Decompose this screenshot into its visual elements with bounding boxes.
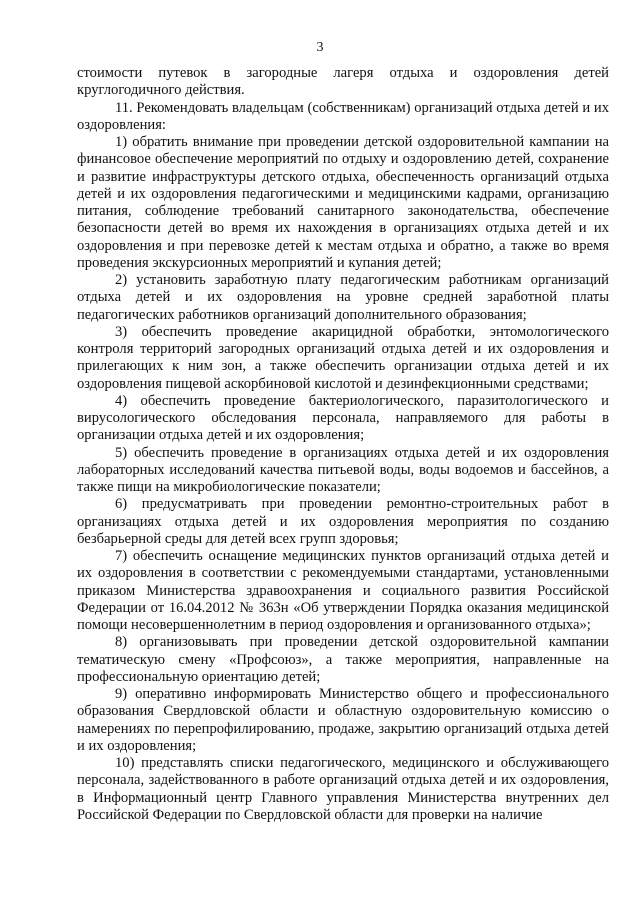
paragraph-item-11: 11. Рекомендовать владельцам (собственникам) организаций отдыха детей и их оздоровления: (77, 99, 609, 133)
paragraph-subitem-4: 4) обеспечить проведение бактериологического, паразитологического и вирусологического обследования персонала, направляемого для работы в организации отдыха детей и их оздоровления; (77, 392, 609, 444)
paragraph-subitem-3: 3) обеспечить проведение акарицидной обработки, энтомологического контроля территорий загородных организаций отдыха детей и их оздоровления и прилегающих к ним зон, а также обеспечить организации отдыха детей и их оздоровления пищевой аскорбиновой кислотой и дезинфекционными средствами; (77, 323, 609, 392)
paragraph-subitem-2: 2) установить заработную плату педагогическим работникам организаций отдыха детей и их оздоровления на уровне средней заработной платы педагогических работников организаций дополнительного образования; (77, 272, 609, 323)
paragraph-subitem-8: 8) организовывать при проведении детской оздоровительной кампании тематическую смену «Профсоюз», а также мероприятия, направленные на профессиональную ориентацию детей; (77, 634, 609, 685)
paragraph-subitem-9: 9) оперативно информировать Министерство общего и профессионального образования Свердловской области и областную оздоровительную комиссию о намерениях по перепрофилированию, продаже, закрытию организаций отдыха детей и их оздоровления; (77, 686, 609, 754)
paragraph-continuation: стоимости путевок в загородные лагеря отдыха и оздоровления детей круглогодичного действия. (77, 65, 609, 99)
paragraph-subitem-10: 10) представлять списки педагогического, медицинского и обслуживающего персонала, задействованного в работе организаций отдыха детей и их оздоровления, в Информационный центр Главного управления Министерства внутренних дел Российской Федерации по Свердловской области для проверки на наличие (77, 755, 609, 823)
paragraph-subitem-1: 1) обратить внимание при проведении детской оздоровительной кампании на финансовое обеспечение мероприятий по отдыху и оздоровлению детей, сохранение и развитие инфраструктуры детского отдыха, обеспеченность организаций отдыха детей и их оздоровления педагогическими и медицинскими кадрами, организацию питания, соблюдение требований санитарного законодательства, обеспечение безопасности детей во время их нахождения в организациях отдыха детей и их оздоровления и при перевозке детей к местам отдыха и обратно, а также во время проведения экскурсионных мероприятий и купания детей; (77, 134, 609, 271)
paragraph-subitem-6: 6) предусматривать при проведении ремонтно-строительных работ в организациях отдыха детей и их оздоровления мероприятия по созданию безбарьерной среды для детей всех групп здоровья; (77, 496, 609, 547)
paragraph-subitem-7: 7) обеспечить оснащение медицинских пунктов организаций отдыха детей и их оздоровления в соответствии с рекомендуемыми стандартами, установленными приказом Министерства здравоохранения и социального развития Российской Федерации от 16.04.2012 № 363н «Об утверждении Порядка оказания медицинской помощи несовершеннолетним в период оздоровления и организованного отдыха»; (77, 548, 609, 633)
document-body (77, 65, 609, 824)
page-number: 3 (316, 40, 324, 55)
paragraph-subitem-5: 5) обеспечить проведение в организациях отдыха детей и их оздоровления лабораторных исследований качества питьевой воды, воды водоемов и бассейнов, а также пищи на микробиологические показатели; (77, 444, 609, 495)
